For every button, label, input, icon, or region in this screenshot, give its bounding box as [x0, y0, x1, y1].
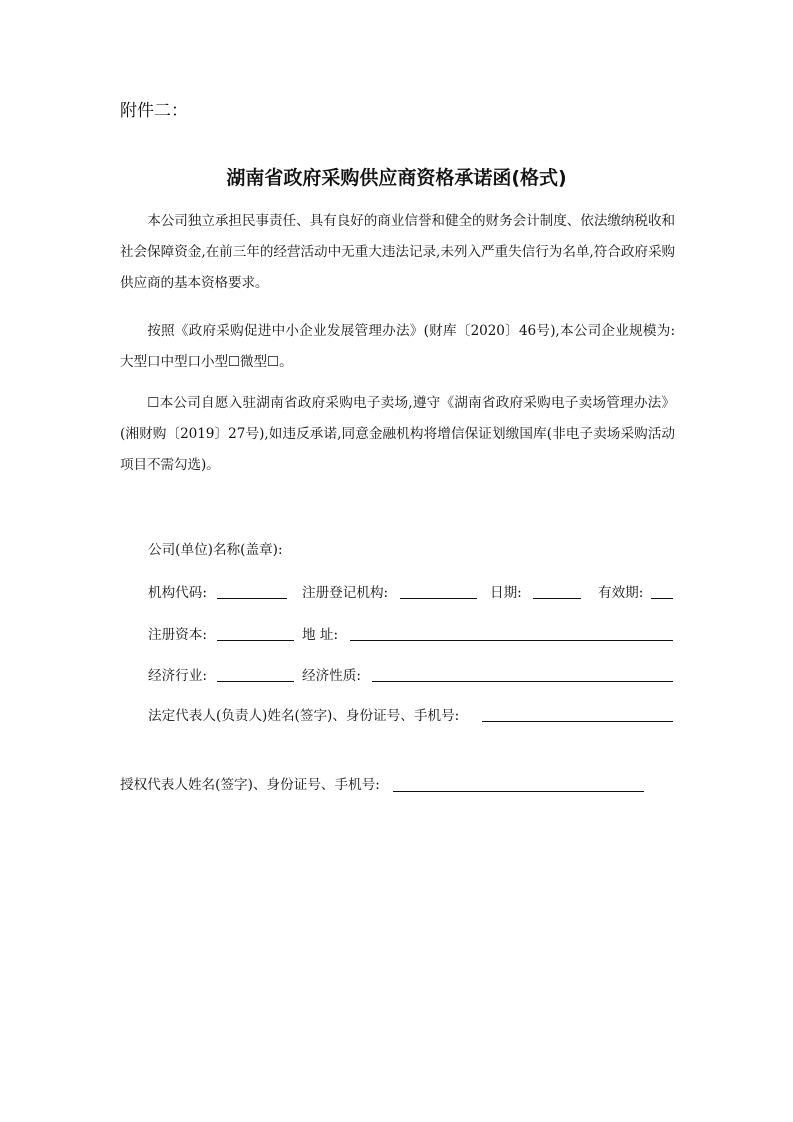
address-field[interactable]: [350, 640, 673, 641]
org-code-label: 机构代码:: [148, 585, 207, 601]
reg-capital-label: 注册资本:: [148, 627, 207, 643]
page-title: 湖南省政府采购供应商资格承诺函(格式): [226, 167, 567, 189]
e-mall-paragraph: ☐本公司自愿入驻湖南省政府采购电子卖场,遵守《湖南省政府采购电子卖场管理办法》(湘财购〔2019〕27号),如违反承诺,同意金融机构将增信保证划缴国库(非电子卖场采购活动项目不需勾选)。: [120, 395, 675, 473]
date-field[interactable]: [533, 598, 581, 599]
legal-rep-label: 法定代表人(负责人)姓名(签字)、身份证号、手机号:: [148, 708, 460, 724]
reg-authority-label: 注册登记机构:: [302, 585, 389, 601]
date-label: 日期:: [490, 585, 522, 601]
enterprise-scale-paragraph: 按照《政府采购促进中小企业发展管理办法》(财库〔2020〕46号),本公司企业规模为:大型口中型口小型☐微型☐。: [120, 323, 675, 370]
nature-field[interactable]: [372, 681, 673, 682]
org-code-field[interactable]: [217, 598, 287, 599]
legal-rep-field[interactable]: [482, 721, 673, 722]
industry-field[interactable]: [217, 681, 294, 682]
attachment-label: 附件二：: [120, 101, 188, 121]
address-label: 地 址:: [302, 627, 339, 643]
commitment-paragraph: 本公司独立承担民事责任、具有良好的商业信誉和健全的财务会计制度、依法缴纳税收和社会保障资金,在前三年的经营活动中无重大违法记录,未列入严重失信行为名单,符合政府采购供应商的基本资格要求。: [120, 213, 675, 291]
nature-label: 经济性质:: [302, 668, 361, 684]
authorized-rep-label: 授权代表人姓名(签字)、身份证号、手机号:: [120, 777, 380, 793]
industry-label: 经济行业:: [148, 668, 207, 684]
reg-authority-field[interactable]: [400, 598, 477, 599]
validity-field[interactable]: [651, 598, 673, 599]
authorized-rep-field[interactable]: [393, 791, 644, 792]
validity-label: 有效期:: [598, 585, 644, 601]
reg-capital-field[interactable]: [217, 640, 294, 641]
company-name-label: 公司(单位)名称(盖章):: [148, 542, 283, 558]
